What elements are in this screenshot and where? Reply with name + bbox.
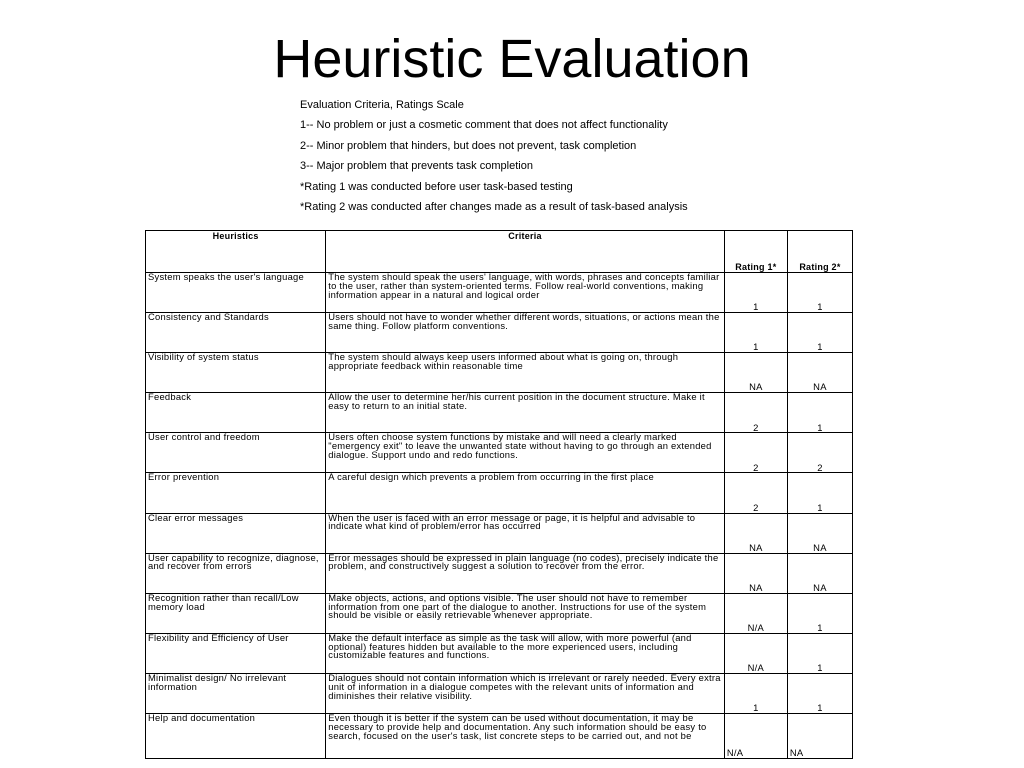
table-row — [146, 513, 853, 553]
criteria-cell: Dialogues should not contain information which is irrelevant or rarely needed. Every extra unit of information in a dialogue competes with the relevant units of information and diminishes their relative visibility. — [326, 673, 725, 713]
rating-1-cell: 2 — [724, 433, 787, 473]
table-row — [146, 313, 853, 353]
rating-2-cell: 1 — [787, 273, 852, 313]
legend-rating-2: 2-- Minor problem that hinders, but does not prevent, task completion — [300, 139, 637, 152]
rating-1-cell: N/A — [724, 714, 787, 759]
rating-2-cell: NA — [787, 353, 852, 393]
rating-1-cell: N/A — [724, 633, 787, 673]
heuristic-cell: Error prevention — [146, 473, 326, 513]
table-row — [146, 633, 853, 673]
header-rating-2: Rating 2* — [787, 231, 852, 273]
criteria-cell: The system should speak the users' language, with words, phrases and concepts familiar to the user, rather than system-oriented terms. Follow real-world conventions, making information appear in a natural and logical order — [326, 273, 725, 313]
table-row — [146, 473, 853, 513]
rating-2-cell: 1 — [787, 393, 852, 433]
rating-1-cell: NA — [724, 353, 787, 393]
rating-1-cell: 1 — [724, 273, 787, 313]
heuristic-cell: User control and freedom — [146, 433, 326, 473]
rating-1-cell: 2 — [724, 393, 787, 433]
heuristic-cell: Flexibility and Efficiency of User — [146, 633, 326, 673]
heuristic-cell: Visibility of system status — [146, 353, 326, 393]
rating-scale-legend — [300, 97, 860, 219]
legend-heading: Evaluation Criteria, Ratings Scale — [300, 99, 464, 111]
rating-2-cell: 1 — [787, 633, 852, 673]
table-row — [146, 553, 853, 593]
rating-1-cell: 1 — [724, 313, 787, 353]
rating-1-cell: N/A — [724, 593, 787, 633]
rating-2-cell: 1 — [787, 593, 852, 633]
criteria-cell: When the user is faced with an error message or page, it is helpful and advisable to indicate what kind of problem/error has occurred — [326, 513, 725, 553]
rating-2-cell: 2 — [787, 433, 852, 473]
heuristic-cell: System speaks the user's language — [146, 273, 326, 313]
rating-2-cell: 1 — [787, 313, 852, 353]
heuristic-cell: User capability to recognize, diagnose, and recover from errors — [146, 553, 326, 593]
rating-1-cell: NA — [724, 553, 787, 593]
table-header-row — [146, 231, 853, 273]
rating-2-cell: NA — [787, 513, 852, 553]
legend-rating-3: 3-- Major problem that prevents task completion — [300, 160, 533, 173]
criteria-cell: The system should always keep users informed about what is going on, through appropriate feedback within reasonable time — [326, 353, 725, 393]
header-criteria: Criteria — [326, 231, 725, 273]
heuristic-cell: Recognition rather than recall/Low memory load — [146, 593, 326, 633]
heuristic-cell: Minimalist design/ No irrelevant information — [146, 673, 326, 713]
criteria-cell: Even though it is better if the system can be used without documentation, it may be necessary to provide help and documentation. Any such information should be easy to search, focused on the user's task, list concrete steps to be carried out, and not be — [326, 714, 725, 759]
heuristics-table — [145, 230, 853, 759]
criteria-cell: Users often choose system functions by mistake and will need a clearly marked "emergency exit" to leave the unwanted state without having to go through an extended dialogue. Support undo and redo functions. — [326, 433, 725, 473]
rating-2-cell: NA — [787, 553, 852, 593]
table-row — [146, 714, 853, 759]
legend-note-rating-1: *Rating 1 was conducted before user task-based testing — [300, 180, 573, 193]
rating-1-cell: 1 — [724, 673, 787, 713]
rating-2-cell: 1 — [787, 473, 852, 513]
page-title: Heuristic Evaluation — [273, 29, 751, 89]
header-rating-1: Rating 1* — [724, 231, 787, 273]
table-row — [146, 673, 853, 713]
criteria-cell: Make the default interface as simple as the task will allow, with more powerful (and optional) features hidden but available to the more experienced users, including customizable features and functions. — [326, 633, 725, 673]
heuristic-cell: Clear error messages — [146, 513, 326, 553]
heuristic-cell: Help and documentation — [146, 714, 326, 759]
criteria-cell: Users should not have to wonder whether different words, situations, or actions mean the same thing. Follow platform conventions. — [326, 313, 725, 353]
rating-1-cell: NA — [724, 513, 787, 553]
table-row — [146, 353, 853, 393]
criteria-cell: Make objects, actions, and options visible. The user should not have to remember information from one part of the dialogue to another. Instructions for use of the system should be visible or easily retrievable whenever appropriate. — [326, 593, 725, 633]
table-row — [146, 393, 853, 433]
table-row — [146, 593, 853, 633]
rating-1-cell: 2 — [724, 473, 787, 513]
criteria-cell: Error messages should be expressed in plain language (no codes), precisely indicate the problem, and constructively suggest a solution to recover from the error. — [326, 553, 725, 593]
criteria-cell: Allow the user to determine her/his current position in the document structure. Make it easy to return to an initial state. — [326, 393, 725, 433]
heuristic-cell: Consistency and Standards — [146, 313, 326, 353]
header-heuristics: Heuristics — [146, 231, 326, 273]
rating-2-cell: NA — [787, 714, 852, 759]
rating-2-cell: 1 — [787, 673, 852, 713]
legend-rating-1: 1-- No problem or just a cosmetic comment that does not affect functionality — [300, 119, 668, 132]
table-row — [146, 273, 853, 313]
heuristic-cell: Feedback — [146, 393, 326, 433]
table-row — [146, 433, 853, 473]
criteria-cell: A careful design which prevents a problem from occurring in the first place — [326, 473, 725, 513]
legend-note-rating-2: *Rating 2 was conducted after changes made as a result of task-based analysis — [300, 200, 688, 213]
